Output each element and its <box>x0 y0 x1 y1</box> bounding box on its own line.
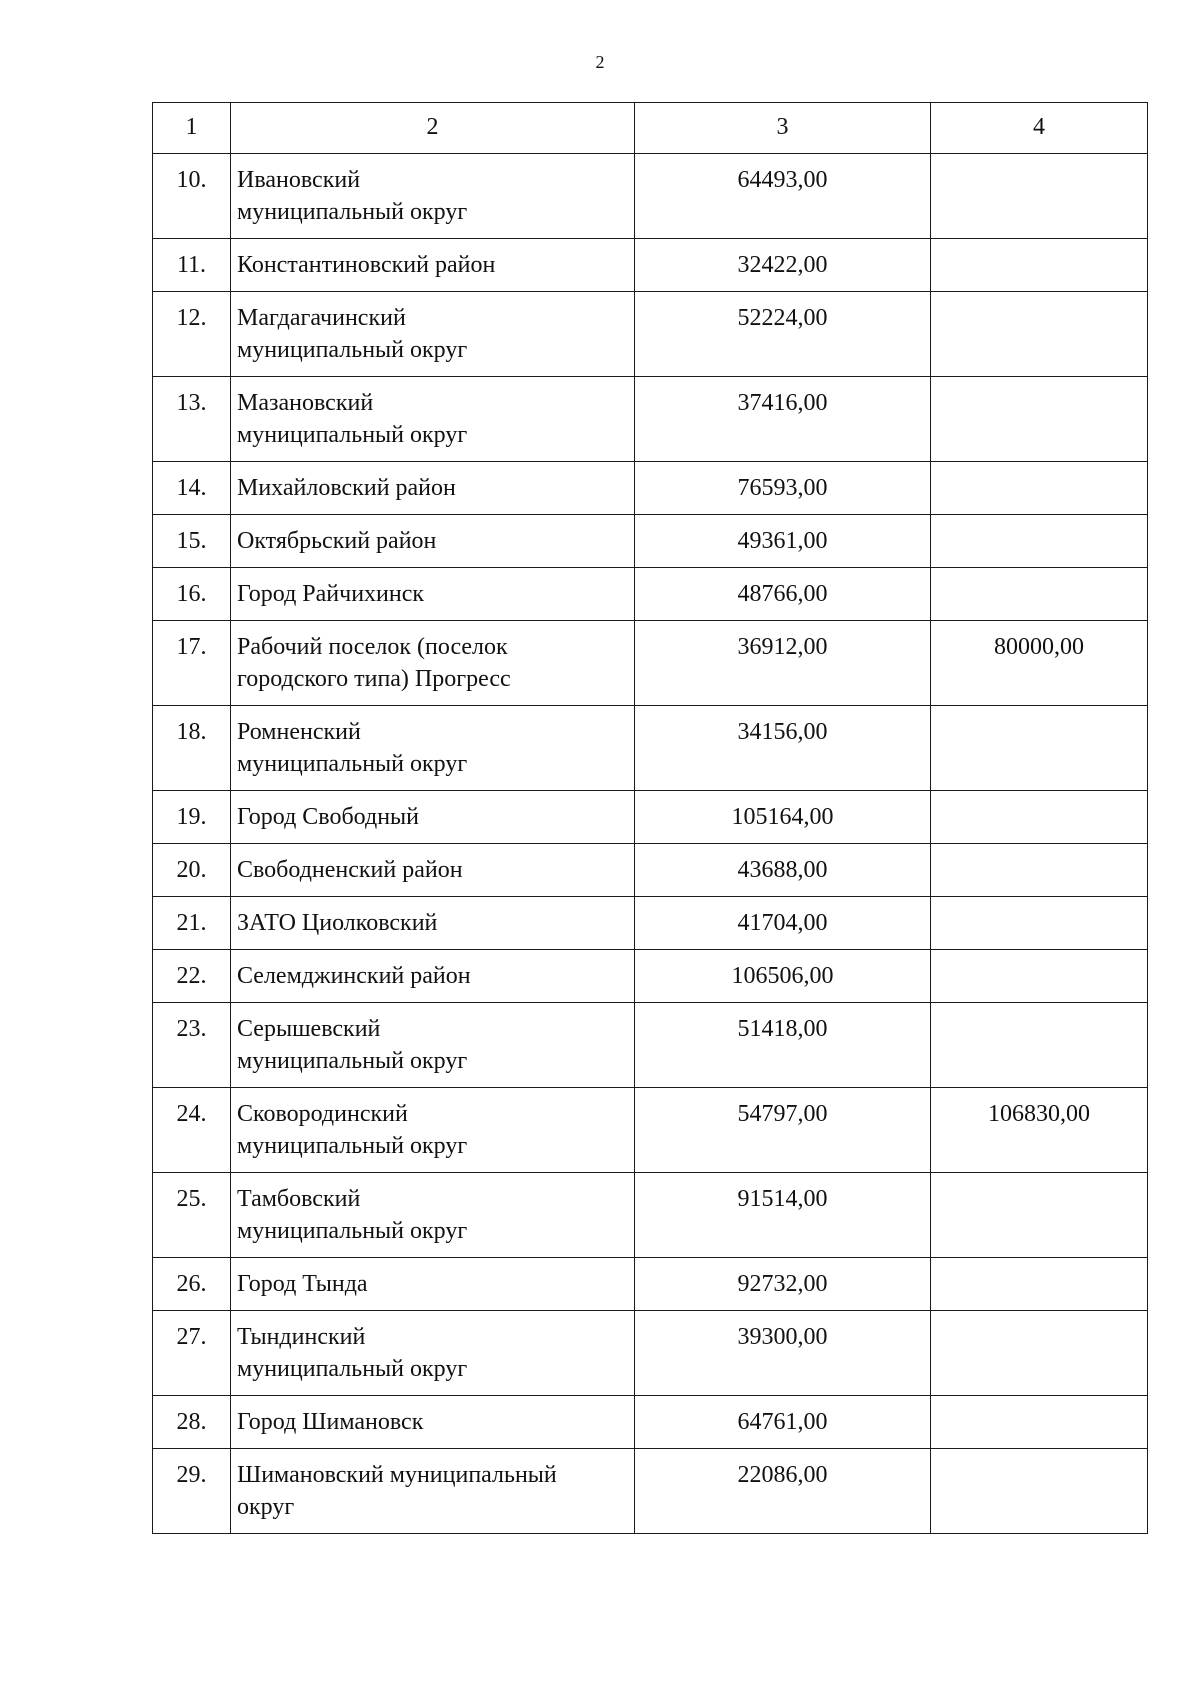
name-line: муниципальный округ <box>237 422 468 448</box>
table-row <box>153 1088 1148 1173</box>
value-col4 <box>931 292 1148 377</box>
value-col3: 76593,00 <box>635 462 931 515</box>
table-row <box>153 897 1148 950</box>
table-row <box>153 568 1148 621</box>
row-number: 12. <box>153 292 231 377</box>
name-line: Магдагачинский <box>237 305 406 331</box>
name-line: Город Шимановск <box>237 1409 424 1435</box>
name-line: Город Свободный <box>237 804 420 830</box>
value-col4 <box>931 706 1148 791</box>
value-col3: 51418,00 <box>635 1003 931 1088</box>
value-col3: 39300,00 <box>635 1311 931 1396</box>
municipality-name <box>231 154 635 239</box>
table-row <box>153 1396 1148 1449</box>
table-row <box>153 1258 1148 1311</box>
name-line: Константиновский район <box>237 252 496 278</box>
name-line: Свободненский район <box>237 857 463 883</box>
table-row <box>153 791 1148 844</box>
municipality-name <box>231 1003 635 1088</box>
municipality-name <box>231 377 635 462</box>
table-row <box>153 154 1148 239</box>
row-number: 29. <box>153 1449 231 1534</box>
page-number: 2 <box>595 52 605 72</box>
row-number: 15. <box>153 515 231 568</box>
row-number: 13. <box>153 377 231 462</box>
name-line: Тамбовский <box>237 1186 361 1212</box>
name-line: округ <box>237 1494 295 1520</box>
name-line: Ивановский <box>237 167 361 193</box>
header-cell-2: 2 <box>231 103 635 154</box>
municipality-name <box>231 568 635 621</box>
name-line: Михайловский район <box>237 475 456 501</box>
value-col4: 106830,00 <box>931 1088 1148 1173</box>
value-col4: 80000,00 <box>931 621 1148 706</box>
name-line: муниципальный округ <box>237 1356 468 1382</box>
name-line: Шимановский муниципальный <box>237 1462 557 1488</box>
municipality-name <box>231 621 635 706</box>
name-line: муниципальный округ <box>237 337 468 363</box>
value-col3: 64493,00 <box>635 154 931 239</box>
value-col4 <box>931 568 1148 621</box>
value-col3: 37416,00 <box>635 377 931 462</box>
municipality-name <box>231 292 635 377</box>
value-col3: 49361,00 <box>635 515 931 568</box>
value-col4 <box>931 1449 1148 1534</box>
municipality-name <box>231 515 635 568</box>
municipality-name <box>231 897 635 950</box>
value-col4 <box>931 1173 1148 1258</box>
value-col3: 22086,00 <box>635 1449 931 1534</box>
data-table <box>152 102 1148 1534</box>
value-col4 <box>931 154 1148 239</box>
municipality-name <box>231 1449 635 1534</box>
name-line: Город Райчихинск <box>237 581 425 607</box>
row-number: 14. <box>153 462 231 515</box>
name-line: Ромненский <box>237 719 361 745</box>
table-row <box>153 1311 1148 1396</box>
table-row <box>153 1003 1148 1088</box>
municipality-name <box>231 844 635 897</box>
name-line: Город Тында <box>237 1271 368 1297</box>
municipality-name <box>231 950 635 1003</box>
table-row <box>153 706 1148 791</box>
table-row <box>153 377 1148 462</box>
municipality-name <box>231 706 635 791</box>
row-number: 26. <box>153 1258 231 1311</box>
table-row <box>153 239 1148 292</box>
row-number: 17. <box>153 621 231 706</box>
municipality-name <box>231 1088 635 1173</box>
value-col3: 106506,00 <box>635 950 931 1003</box>
municipality-name <box>231 791 635 844</box>
value-col3: 36912,00 <box>635 621 931 706</box>
header-cell-1: 1 <box>153 103 231 154</box>
value-col4 <box>931 950 1148 1003</box>
name-line: муниципальный округ <box>237 751 468 777</box>
row-number: 22. <box>153 950 231 1003</box>
value-col3: 43688,00 <box>635 844 931 897</box>
table-row <box>153 292 1148 377</box>
value-col4 <box>931 791 1148 844</box>
value-col4 <box>931 462 1148 515</box>
value-col3: 54797,00 <box>635 1088 931 1173</box>
row-number: 11. <box>153 239 231 292</box>
name-line: Тындинский <box>237 1324 366 1350</box>
row-number: 16. <box>153 568 231 621</box>
name-line: Рабочий поселок (поселок <box>237 634 508 660</box>
value-col4 <box>931 844 1148 897</box>
row-number: 28. <box>153 1396 231 1449</box>
value-col3: 41704,00 <box>635 897 931 950</box>
name-line: Серышевский <box>237 1016 381 1042</box>
header-cell-3: 3 <box>635 103 931 154</box>
value-col4 <box>931 1311 1148 1396</box>
value-col4 <box>931 515 1148 568</box>
row-number: 25. <box>153 1173 231 1258</box>
value-col3: 52224,00 <box>635 292 931 377</box>
municipality-name <box>231 1396 635 1449</box>
name-line: муниципальный округ <box>237 1048 468 1074</box>
table-row <box>153 1173 1148 1258</box>
table-row <box>153 515 1148 568</box>
row-number: 18. <box>153 706 231 791</box>
name-line: городского типа) Прогресс <box>237 666 511 692</box>
value-col4 <box>931 1258 1148 1311</box>
name-line: муниципальный округ <box>237 199 468 225</box>
row-number: 10. <box>153 154 231 239</box>
row-number: 21. <box>153 897 231 950</box>
municipality-name <box>231 239 635 292</box>
value-col3: 91514,00 <box>635 1173 931 1258</box>
table-row <box>153 1449 1148 1534</box>
value-col4 <box>931 377 1148 462</box>
row-number: 24. <box>153 1088 231 1173</box>
value-col3: 64761,00 <box>635 1396 931 1449</box>
row-number: 27. <box>153 1311 231 1396</box>
name-line: Сковородинский <box>237 1101 408 1127</box>
value-col3: 34156,00 <box>635 706 931 791</box>
value-col3: 32422,00 <box>635 239 931 292</box>
value-col3: 92732,00 <box>635 1258 931 1311</box>
value-col3: 48766,00 <box>635 568 931 621</box>
header-cell-4: 4 <box>931 103 1148 154</box>
value-col4 <box>931 1396 1148 1449</box>
name-line: Мазановский <box>237 390 374 416</box>
name-line: Селемджинский район <box>237 963 471 989</box>
table-row <box>153 844 1148 897</box>
header-row <box>153 103 1148 154</box>
municipality-name <box>231 1173 635 1258</box>
row-number: 23. <box>153 1003 231 1088</box>
row-number: 20. <box>153 844 231 897</box>
name-line: Октябрьский район <box>237 528 437 554</box>
row-number: 19. <box>153 791 231 844</box>
table-row <box>153 462 1148 515</box>
municipality-name <box>231 1258 635 1311</box>
value-col3: 105164,00 <box>635 791 931 844</box>
table-row <box>153 621 1148 706</box>
value-col4 <box>931 1003 1148 1088</box>
municipality-name <box>231 462 635 515</box>
table-row <box>153 950 1148 1003</box>
name-line: муниципальный округ <box>237 1133 468 1159</box>
name-line: муниципальный округ <box>237 1218 468 1244</box>
name-line: ЗАТО Циолковский <box>237 910 438 936</box>
municipality-name <box>231 1311 635 1396</box>
value-col4 <box>931 239 1148 292</box>
value-col4 <box>931 897 1148 950</box>
